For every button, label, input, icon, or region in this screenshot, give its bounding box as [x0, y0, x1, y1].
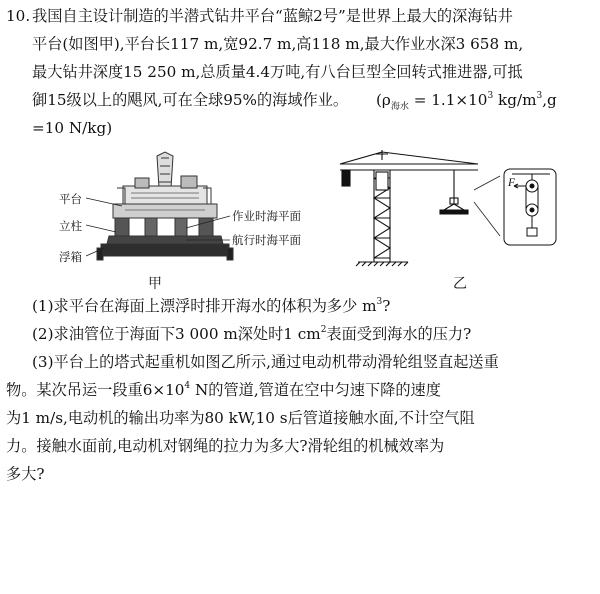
intro-text-2: 平台(如图甲),平台长117 m,宽92.7 m,高118 m,最大作业水深3 658 m,	[32, 35, 524, 53]
density-constant: ($\rho_{海水} = 1.1\times 10^3$ $kg/m^3,g$	[376, 90, 557, 113]
label-sailing-sea-level: 航行时海平面	[232, 233, 301, 247]
label-column: 立柱	[59, 219, 82, 233]
label-platform: 平台	[59, 192, 82, 206]
label-working-sea-level: 作业时海平面	[232, 209, 301, 223]
intro-text-3: 最大钻井深度15 250 m,总质量4.4万吨,有八台巨型全回转式推进器,可抵	[32, 63, 523, 81]
force-label: F	[508, 177, 516, 189]
q1-text: (1)求平台在海面上漂浮时排开海水的体积为多少 m	[32, 297, 377, 315]
intro-text-1: 我国自主设计制造的半潜式钻井平台“蓝鲸2号”是世界上最大的深海钻井	[32, 7, 513, 25]
figure-jia-caption: 甲	[148, 276, 162, 292]
q2-text: (2)求油管位于海面下3 000 m深处时1 cm	[32, 325, 321, 343]
intro-text-5: =10 N/kg)	[32, 119, 113, 137]
label-pontoon: 浮箱	[59, 250, 82, 264]
figure-yi-caption: 乙	[453, 276, 467, 292]
question-number: 10.	[6, 7, 31, 25]
intro-text-4: 御15级以上的飓风,可在全球95%的海域作业。	[32, 91, 349, 109]
